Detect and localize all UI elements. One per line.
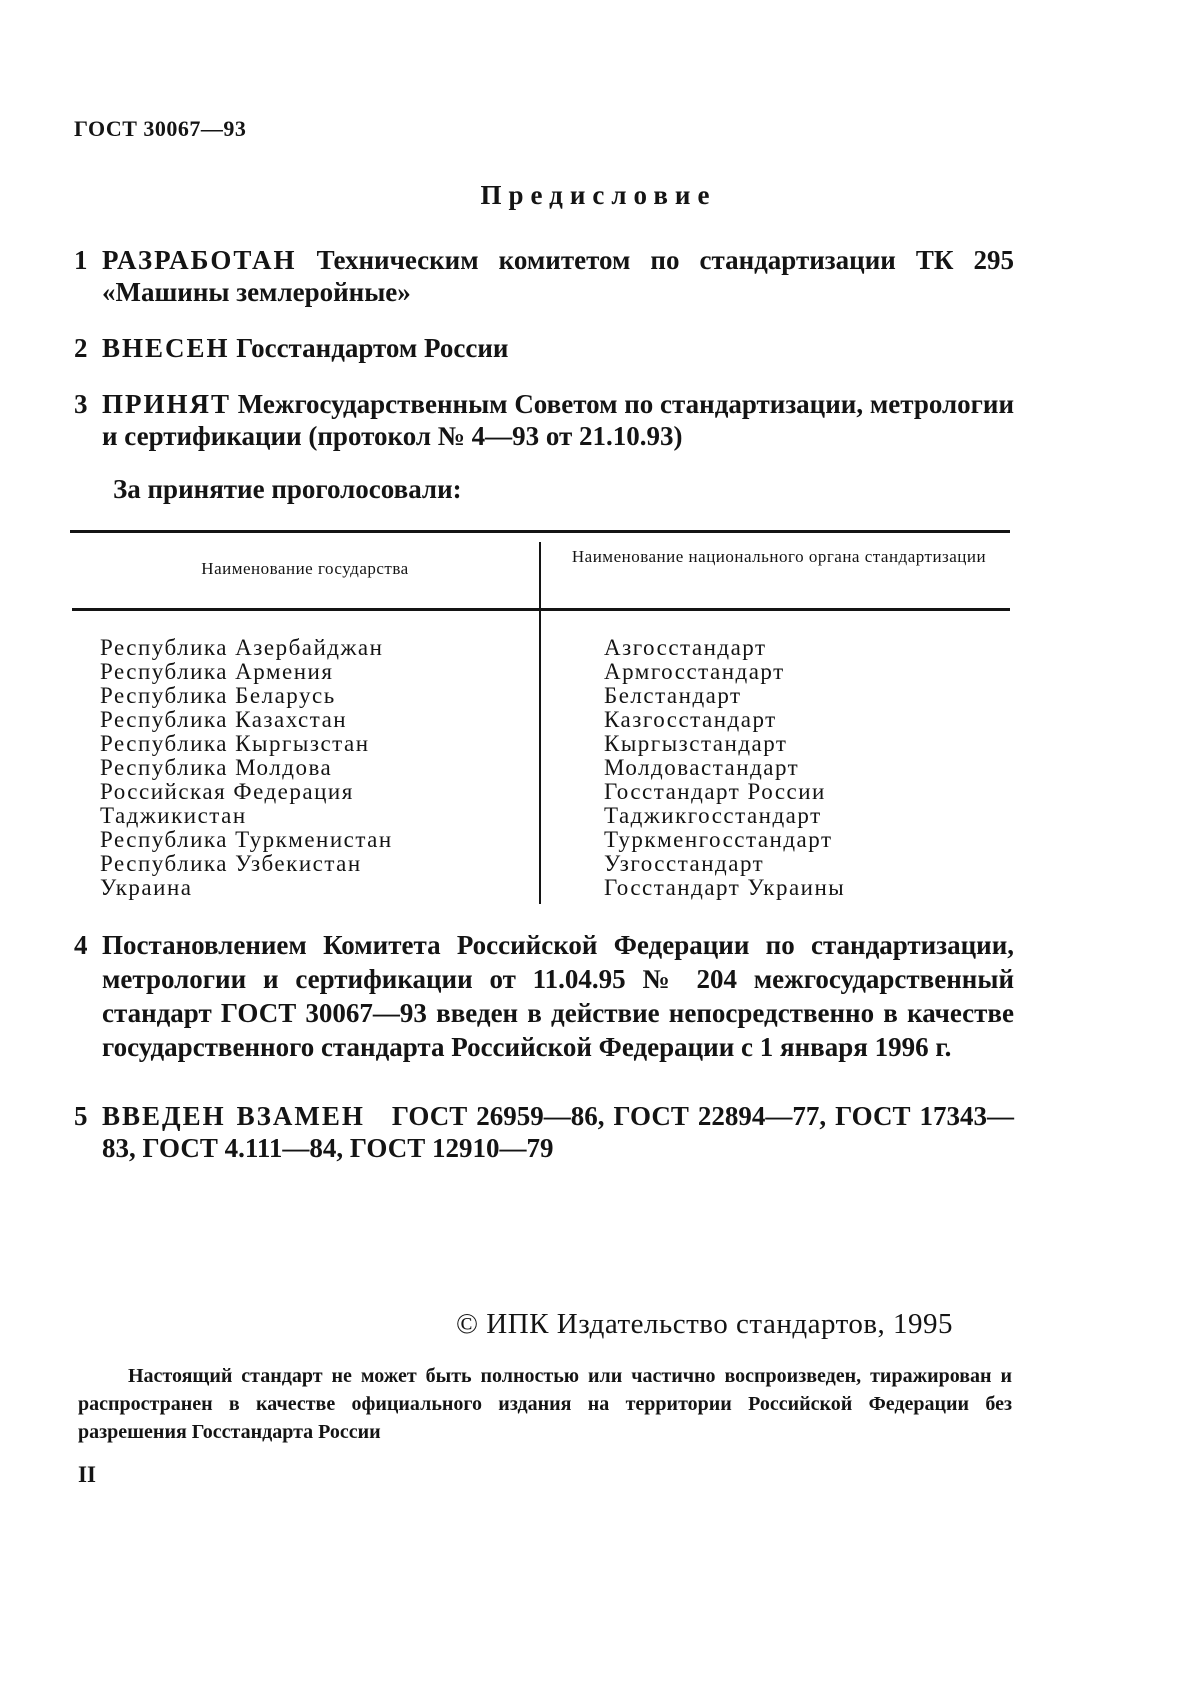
state-item: Республика Узбекистан bbox=[100, 851, 362, 876]
body-item: Белстандарт bbox=[604, 683, 742, 708]
states-list bbox=[100, 636, 530, 900]
voting-table bbox=[70, 530, 1010, 908]
state-item: Республика Молдова bbox=[100, 755, 333, 780]
item-body bbox=[102, 244, 1014, 308]
item-body bbox=[102, 388, 1014, 452]
body-item: Казгосстандарт bbox=[604, 707, 777, 732]
item-number: 5 bbox=[74, 1101, 88, 1131]
item-lead: ВНЕСЕН bbox=[102, 333, 230, 363]
body-item: Азгосстандарт bbox=[604, 635, 767, 660]
body-item: Узгосстандарт bbox=[604, 851, 765, 876]
item-lead: РАЗРАБОТАН bbox=[102, 245, 297, 275]
state-item: Республика Казахстан bbox=[100, 707, 348, 732]
item-number: 3 bbox=[74, 389, 88, 419]
item-lead: ВВЕДЕН ВЗАМЕН bbox=[102, 1101, 365, 1131]
item-lead: ПРИНЯТ bbox=[102, 389, 232, 419]
foreword-item-2 bbox=[74, 332, 1014, 364]
item-body bbox=[102, 332, 1014, 364]
page-number: II bbox=[78, 1462, 96, 1487]
table-header-rule bbox=[72, 608, 1010, 611]
section-heading: Предисловие bbox=[480, 180, 717, 210]
body-item: Туркменгосстандарт bbox=[604, 827, 833, 852]
state-item: Российская Федерация bbox=[100, 779, 354, 804]
item-number: 2 bbox=[74, 333, 88, 363]
item-body: Постановлением Комитета Российской Федерации по стандартизации, метрологии и сертификации от 11.04.95 № 204 межгосударственный стандарт ГОСТ 30067—93 введен в действие непосредственно в качестве государственного стандарта Российской Федерации с 1 января 1996 г. bbox=[102, 930, 1014, 1062]
body-item: Госстандарт России bbox=[604, 779, 826, 804]
foreword-item-5 bbox=[74, 1100, 1014, 1164]
standards-bodies-list bbox=[604, 636, 1004, 900]
state-item: Республика Туркменистан bbox=[100, 827, 393, 852]
foreword-item-1 bbox=[74, 244, 1014, 308]
body-item: Госстандарт Украины bbox=[604, 875, 846, 900]
reproduction-notice: Настоящий стандарт не может быть полностью или частично воспроизведен, тиражирован и распространен в качестве официального издания на территории Российской Федерации без разрешения Госстандарта России bbox=[78, 1365, 1012, 1443]
table-header-body: Наименование национального органа стандартизации bbox=[571, 547, 987, 566]
foreword-item-3 bbox=[74, 388, 1014, 452]
table-header-state: Наименование государства bbox=[201, 559, 409, 578]
state-item: Республика Беларусь bbox=[100, 683, 336, 708]
table-top-rule bbox=[70, 530, 1010, 533]
state-item: Таджикистан bbox=[100, 803, 247, 828]
item-text: Техническим комитетом по стандартизации ТК 295 «Машины землеройные» bbox=[102, 245, 1014, 307]
item-text: ГОСТ 26959—86, ГОСТ 22894—77, ГОСТ 17343—83, ГОСТ 4.111—84, ГОСТ 12910—79 bbox=[102, 1101, 1014, 1163]
document-code: ГОСТ 30067—93 bbox=[74, 116, 247, 141]
foreword-item-4 bbox=[74, 928, 1014, 1064]
item-text: Межгосударственным Советом по стандартизации, метрологии и сертификации (протокол № 4—93 от 21.10.93) bbox=[102, 389, 1015, 451]
item-body bbox=[102, 1100, 1014, 1164]
body-item: Кыргызстандарт bbox=[604, 731, 788, 756]
item-number: 4 bbox=[74, 930, 88, 960]
state-item: Республика Кыргызстан bbox=[100, 731, 370, 756]
body-item: Армгосстандарт bbox=[604, 659, 785, 684]
body-item: Молдовастандарт bbox=[604, 755, 800, 780]
voted-label: За принятие проголосовали: bbox=[113, 474, 462, 504]
state-item: Республика Азербайджан bbox=[100, 635, 384, 660]
state-item: Украина bbox=[100, 875, 193, 900]
copyright-notice: © ИПК Издательство стандартов, 1995 bbox=[456, 1308, 954, 1340]
item-text: Госстандартом России bbox=[236, 333, 509, 363]
state-item: Республика Армения bbox=[100, 659, 334, 684]
table-column-divider bbox=[539, 542, 541, 904]
item-number: 1 bbox=[74, 245, 88, 275]
body-item: Таджикгосстандарт bbox=[604, 803, 822, 828]
